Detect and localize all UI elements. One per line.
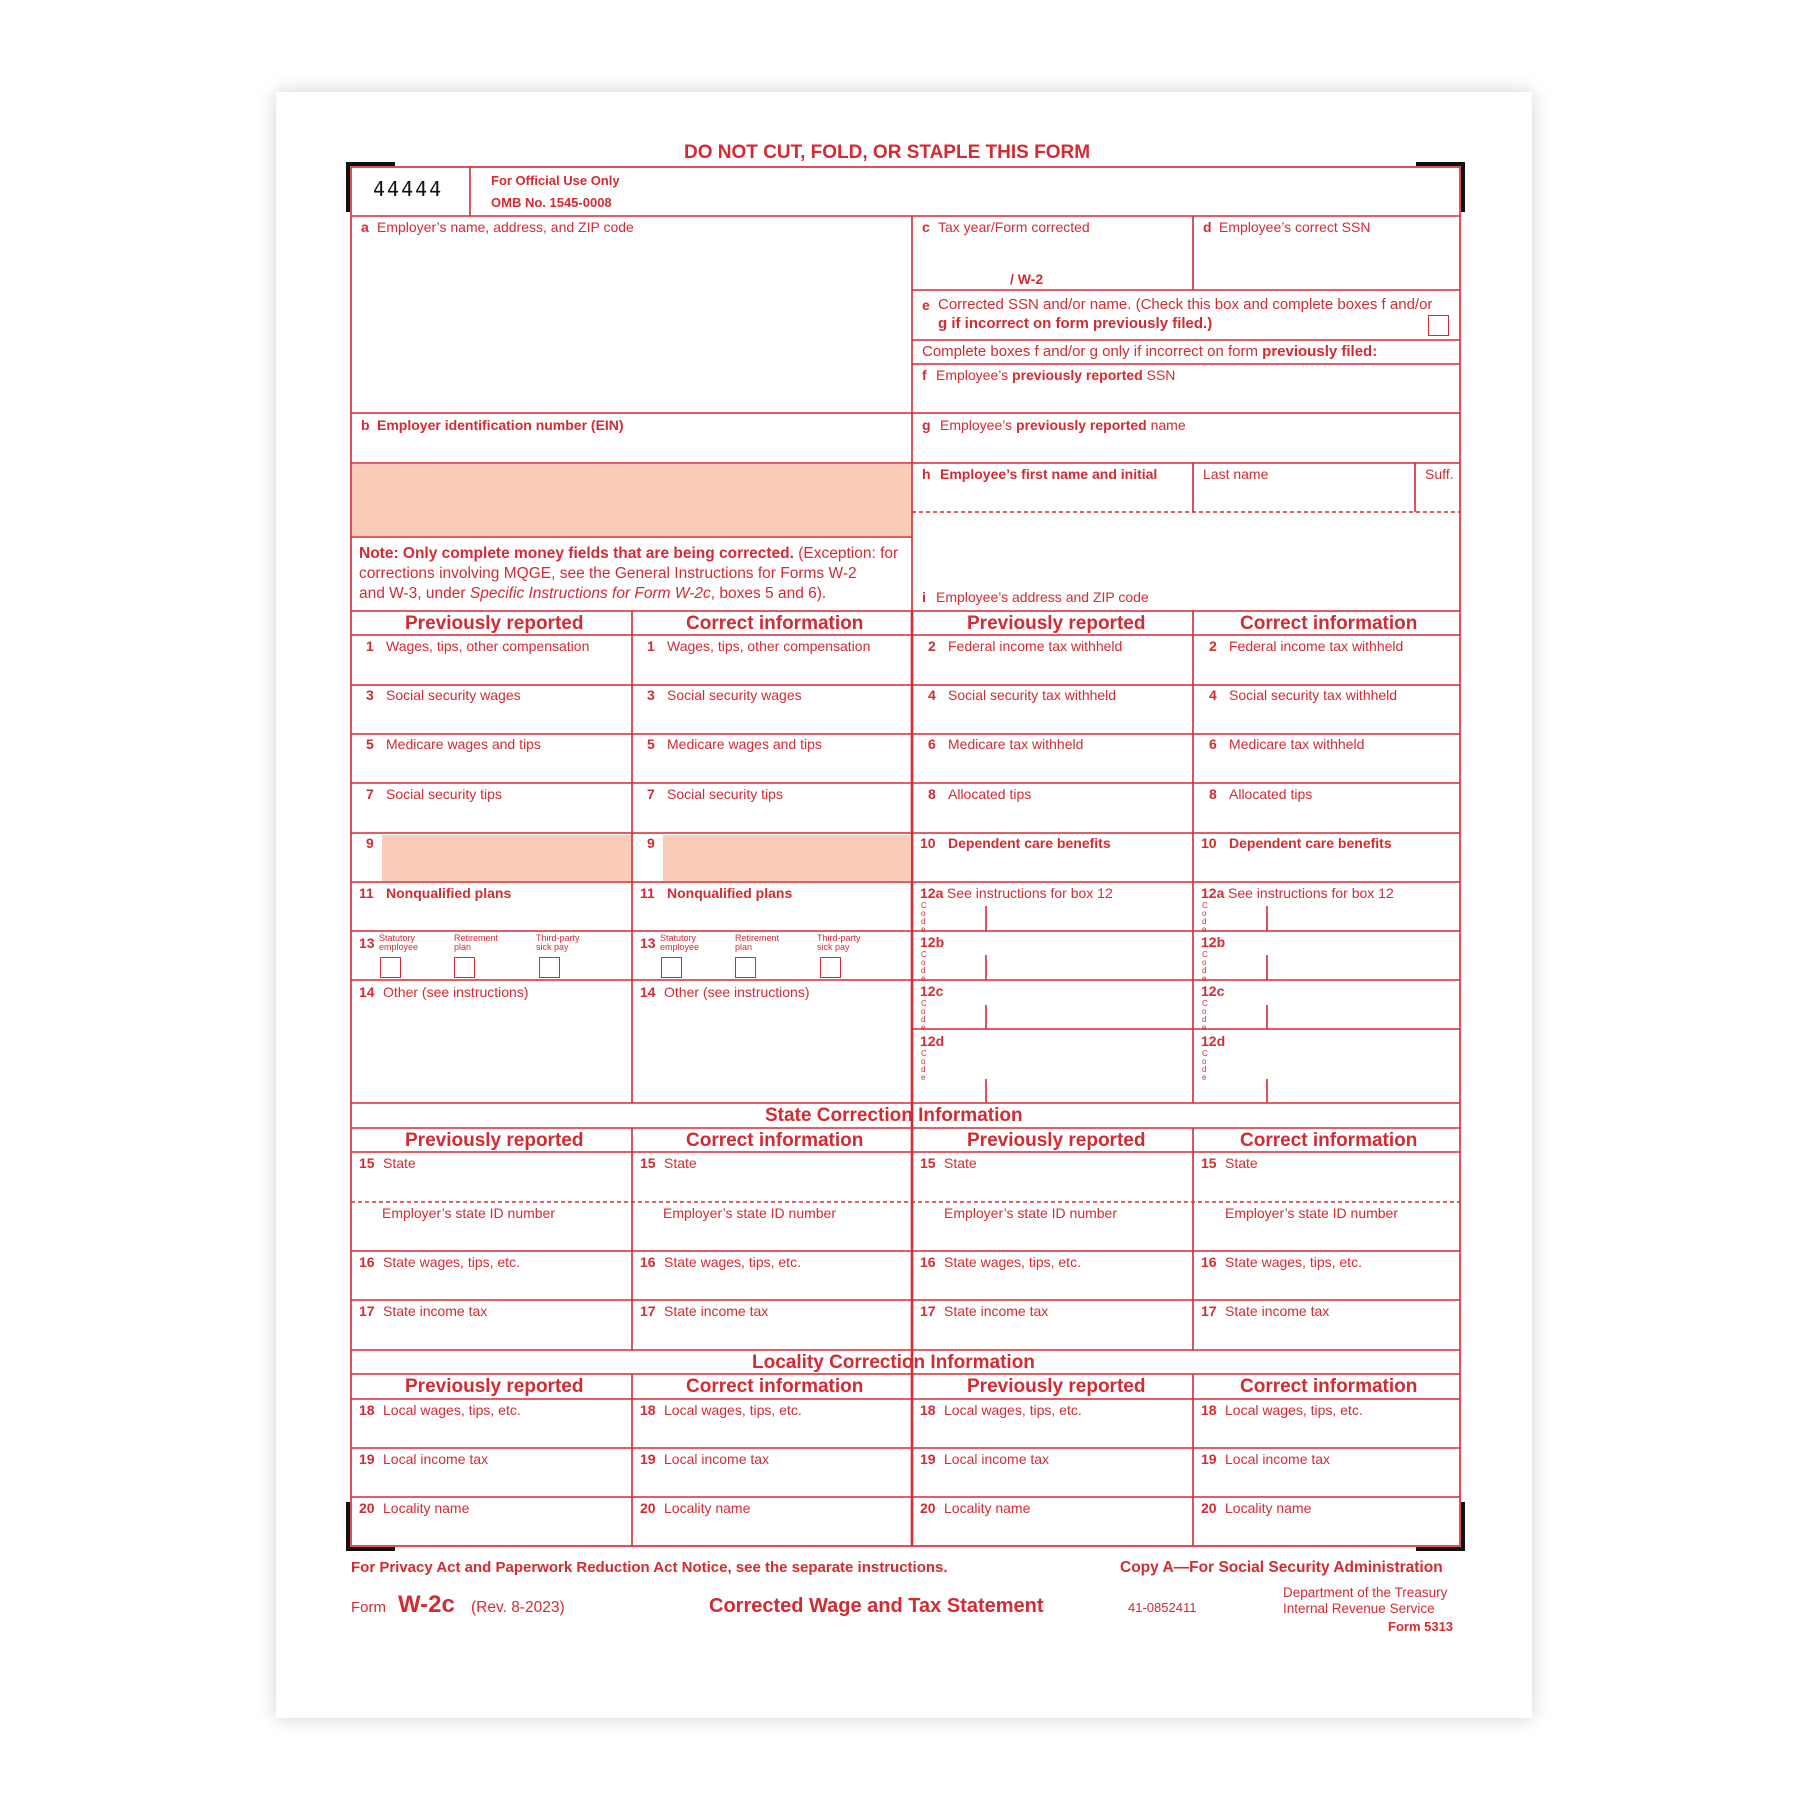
note-line-3: and W-3, under Specific Instructions for Form W-2c, boxes 5 and 6). — [359, 585, 827, 602]
box-15-num-c2: 15 — [640, 1155, 656, 1171]
box-5-label-prev[interactable]: Medicare wages and tips — [386, 736, 541, 752]
locality-prev-header-2: Previously reported — [967, 1376, 1146, 1397]
box9-shade-corr — [663, 835, 911, 881]
box-18-num-c4: 18 — [1201, 1402, 1217, 1418]
box-12a-code-corr: Code — [1202, 901, 1208, 934]
retirement-checkbox-corr[interactable] — [735, 957, 756, 978]
box-18-num-c2: 18 — [640, 1402, 656, 1418]
box-d-letter: d — [1203, 219, 1212, 235]
box-20-num-c3: 20 — [920, 1500, 936, 1516]
box-f-label[interactable]: Employee’s previously reported SSN — [936, 367, 1176, 383]
money-corr-header-1: Correct information — [686, 613, 864, 634]
box-5-num-prev: 5 — [366, 736, 374, 752]
box-18-label-c2[interactable]: Local wages, tips, etc. — [664, 1402, 802, 1418]
retirement-label-corr: Retirement plan — [735, 933, 780, 952]
box-6-label-corr[interactable]: Medicare tax withheld — [1229, 736, 1365, 752]
note-line-2: corrections involving MQGE, see the General Instructions for Forms W-2 — [359, 565, 857, 582]
box-8-label-corr[interactable]: Allocated tips — [1229, 786, 1313, 802]
box-5-num-corr: 5 — [647, 736, 655, 752]
form-revision: (Rev. 8-2023) — [471, 1599, 565, 1616]
box-16-num-c3: 16 — [920, 1254, 936, 1270]
box-11-num-corr: 11 — [640, 885, 655, 901]
box-1-label-corr[interactable]: Wages, tips, other compensation — [667, 638, 871, 654]
box-17-label-c4[interactable]: State income tax — [1225, 1303, 1330, 1319]
thirdparty-label-prev: Third-party sick pay — [536, 933, 580, 952]
note-line-1: Note: Only complete money fields that are being corrected. (Exception: for — [359, 545, 899, 562]
box-19-num-c2: 19 — [640, 1451, 656, 1467]
box-20-label-c4[interactable]: Locality name — [1225, 1500, 1312, 1516]
state-id-label-c1[interactable]: Employer’s state ID number — [382, 1205, 555, 1221]
box-12c-num-corr: 12c — [1201, 983, 1225, 999]
box-8-num-corr: 8 — [1209, 786, 1217, 802]
box-4-num-corr: 4 — [1209, 687, 1217, 703]
box-i-letter: i — [922, 589, 926, 605]
state-section-title: State Correction Information — [765, 1105, 1023, 1126]
box-14-num-prev: 14 — [359, 984, 375, 1000]
locality-corr-header-1: Correct information — [686, 1376, 864, 1397]
box-7-label-corr[interactable]: Social security tips — [667, 786, 783, 802]
box-20-label-c1[interactable]: Locality name — [383, 1500, 470, 1516]
ein-shade — [352, 464, 911, 536]
box-3-num-corr: 3 — [647, 687, 655, 703]
thirdparty-label-corr: Third-party sick pay — [817, 933, 861, 952]
state-id-label-c3[interactable]: Employer’s state ID number — [944, 1205, 1117, 1221]
box-12d-num-prev: 12d — [920, 1033, 945, 1049]
box-14-label-prev[interactable]: Other (see instructions) — [383, 984, 529, 1000]
box-8-label-prev[interactable]: Allocated tips — [948, 786, 1032, 802]
money-prev-header-1: Previously reported — [405, 613, 584, 634]
box-12d-num-corr: 12d — [1201, 1033, 1226, 1049]
box-20-num-c1: 20 — [359, 1500, 375, 1516]
box-6-num-corr: 6 — [1209, 736, 1217, 752]
state-prev-header-1: Previously reported — [405, 1130, 584, 1151]
box-e-letter: e — [922, 297, 930, 313]
box-11-label-corr[interactable]: Nonqualified plans — [667, 885, 793, 901]
box-g-letter: g — [922, 417, 931, 433]
statutory-checkbox-prev[interactable] — [380, 957, 401, 978]
statutory-label-corr: Statutory employee — [660, 933, 700, 952]
box-12d-code-prev: Code — [921, 1049, 927, 1082]
retirement-label-prev: Retirement plan — [454, 933, 499, 952]
box-3-num-prev: 3 — [366, 687, 374, 703]
box-12b-code-prev: Code — [921, 950, 927, 983]
box-c-letter: c — [922, 219, 930, 235]
box-18-num-c3: 18 — [920, 1402, 936, 1418]
box-15-num-c4: 15 — [1201, 1155, 1217, 1171]
locality-corr-header-2: Correct information — [1240, 1376, 1418, 1397]
department-line-2: Internal Revenue Service — [1283, 1601, 1435, 1616]
state-corr-header-1: Correct information — [686, 1130, 864, 1151]
box-12b-num-corr: 12b — [1201, 934, 1226, 950]
box-3-label-prev[interactable]: Social security wages — [386, 687, 521, 703]
box-4-label-prev[interactable]: Social security tax withheld — [948, 687, 1117, 703]
box-12a-num-corr: 12a — [1201, 885, 1225, 901]
box-h-label[interactable]: Employee’s first name and initial — [940, 466, 1158, 482]
do-not-cut-warning: DO NOT CUT, FOLD, OR STAPLE THIS FORM — [684, 142, 1091, 163]
statutory-checkbox-corr[interactable] — [661, 957, 682, 978]
box-20-num-c4: 20 — [1201, 1500, 1217, 1516]
box-18-label-c3[interactable]: Local wages, tips, etc. — [944, 1402, 1082, 1418]
form-name: W-2c — [398, 1591, 455, 1618]
box-16-num-c1: 16 — [359, 1254, 375, 1270]
thirdparty-checkbox-prev[interactable] — [539, 957, 560, 978]
form-number: Form 5313 — [1388, 1619, 1454, 1634]
last-name-label[interactable]: Last name — [1203, 466, 1269, 482]
box-15-label-c2[interactable]: State — [664, 1155, 697, 1171]
box-10-label-prev[interactable]: Dependent care benefits — [948, 835, 1111, 851]
box-19-num-c3: 19 — [920, 1451, 936, 1467]
retirement-checkbox-prev[interactable] — [454, 957, 475, 978]
box-19-num-c4: 19 — [1201, 1451, 1217, 1467]
box-7-num-prev: 7 — [366, 786, 374, 802]
box-17-num-c2: 17 — [640, 1303, 656, 1319]
box-6-label-prev[interactable]: Medicare tax withheld — [948, 736, 1084, 752]
box-19-label-c4[interactable]: Local income tax — [1225, 1451, 1331, 1467]
locality-section-title: Locality Correction Information — [752, 1352, 1035, 1373]
box-15-num-c1: 15 — [359, 1155, 375, 1171]
box-2-label-corr[interactable]: Federal income tax withheld — [1229, 638, 1404, 654]
box-12a-label-prev[interactable]: See instructions for box 12 — [947, 885, 1113, 901]
box-15-num-c3: 15 — [920, 1155, 936, 1171]
box-4-num-prev: 4 — [928, 687, 936, 703]
box-12a-label-corr[interactable]: See instructions for box 12 — [1228, 885, 1394, 901]
box-12b-code-corr: Code — [1202, 950, 1208, 983]
box-f-letter: f — [922, 367, 927, 383]
corrected-ssn-checkbox[interactable] — [1428, 315, 1449, 336]
privacy-notice: For Privacy Act and Paperwork Reduction Act Notice, see the separate instructions. — [351, 1559, 948, 1576]
box-e-line2: g if incorrect on form previously filed.) — [938, 315, 1213, 332]
box-d-label[interactable]: Employee’s correct SSN — [1219, 219, 1371, 235]
box-13-num-corr: 13 — [640, 935, 656, 951]
box-12a-num-prev: 12a — [920, 885, 944, 901]
catalog-number: 41-0852411 — [1128, 1600, 1197, 1615]
department-line-1: Department of the Treasury — [1283, 1585, 1448, 1600]
omb-number: OMB No. 1545-0008 — [491, 195, 612, 210]
box-12c-code-corr: Code — [1202, 999, 1208, 1032]
state-corr-header-2: Correct information — [1240, 1130, 1418, 1151]
box-10-num-corr: 10 — [1201, 835, 1217, 851]
state-id-label-c2[interactable]: Employer’s state ID number — [663, 1205, 836, 1221]
box-a-label[interactable]: Employer’s name, address, and ZIP code — [377, 219, 634, 235]
box-8-num-prev: 8 — [928, 786, 936, 802]
box9-shade-prev — [382, 835, 631, 881]
box-9-num-prev: 9 — [366, 835, 374, 851]
box-c-label[interactable]: Tax year/Form corrected — [938, 219, 1090, 235]
box-15-label-c1[interactable]: State — [383, 1155, 416, 1171]
money-corr-header-2: Correct information — [1240, 613, 1418, 634]
box-14-num-corr: 14 — [640, 984, 656, 1000]
box-1-num-corr: 1 — [647, 638, 655, 654]
box-1-label-prev[interactable]: Wages, tips, other compensation — [386, 638, 590, 654]
copy-a-label: Copy A—For Social Security Administration — [1120, 1559, 1443, 1576]
box-2-label-prev[interactable]: Federal income tax withheld — [948, 638, 1123, 654]
box-6-num-prev: 6 — [928, 736, 936, 752]
box-17-label-c3[interactable]: State income tax — [944, 1303, 1049, 1319]
box-16-label-c2[interactable]: State wages, tips, etc. — [664, 1254, 801, 1270]
box-17-label-c1[interactable]: State income tax — [383, 1303, 488, 1319]
complete-boxes-note: Complete boxes f and/or g only if incorrect on form previously filed: — [922, 343, 1378, 360]
box-19-label-c3[interactable]: Local income tax — [944, 1451, 1050, 1467]
box-20-label-c2[interactable]: Locality name — [664, 1500, 751, 1516]
box-14-label-corr[interactable]: Other (see instructions) — [664, 984, 810, 1000]
box-h-letter: h — [922, 466, 931, 482]
box-12c-code-prev: Code — [921, 999, 927, 1032]
box-b-letter: b — [361, 417, 370, 433]
box-18-label-c4[interactable]: Local wages, tips, etc. — [1225, 1402, 1363, 1418]
box-20-num-c2: 20 — [640, 1500, 656, 1516]
box-3-label-corr[interactable]: Social security wages — [667, 687, 802, 703]
box-g-label[interactable]: Employee’s previously reported name — [940, 417, 1186, 433]
box-13-num-prev: 13 — [359, 935, 375, 951]
state-id-label-c4[interactable]: Employer’s state ID number — [1225, 1205, 1398, 1221]
box-i-label[interactable]: Employee’s address and ZIP code — [936, 589, 1149, 605]
box-1-num-prev: 1 — [366, 638, 374, 654]
suffix-label[interactable]: Suff. — [1425, 466, 1454, 482]
box-16-label-c4[interactable]: State wages, tips, etc. — [1225, 1254, 1362, 1270]
box-e-line1: Corrected SSN and/or name. (Check this box and complete boxes f and/or — [938, 296, 1433, 313]
form-title: Corrected Wage and Tax Statement — [709, 1595, 1044, 1617]
box-15-label-c4[interactable]: State — [1225, 1155, 1258, 1171]
statutory-label-prev: Statutory employee — [379, 933, 419, 952]
box-19-label-c2[interactable]: Local income tax — [664, 1451, 770, 1467]
box-a-letter: a — [361, 219, 369, 235]
box-17-num-c4: 17 — [1201, 1303, 1217, 1319]
void-code: 44444 — [373, 177, 444, 201]
box-20-label-c3[interactable]: Locality name — [944, 1500, 1031, 1516]
locality-prev-header-1: Previously reported — [405, 1376, 584, 1397]
box-16-label-c3[interactable]: State wages, tips, etc. — [944, 1254, 1081, 1270]
box-c-form: / W-2 — [1010, 271, 1044, 287]
official-use-label: For Official Use Only — [491, 173, 620, 188]
box-4-label-corr[interactable]: Social security tax withheld — [1229, 687, 1398, 703]
box-9-num-corr: 9 — [647, 835, 655, 851]
box-17-label-c2[interactable]: State income tax — [664, 1303, 769, 1319]
box-16-num-c2: 16 — [640, 1254, 656, 1270]
box-11-num-prev: 11 — [359, 885, 374, 901]
box-7-label-prev[interactable]: Social security tips — [386, 786, 502, 802]
thirdparty-checkbox-corr[interactable] — [820, 957, 841, 978]
box-12d-code-corr: Code — [1202, 1049, 1208, 1082]
form-word: Form — [351, 1599, 386, 1616]
box-11-label-prev[interactable]: Nonqualified plans — [386, 885, 512, 901]
money-prev-header-2: Previously reported — [967, 613, 1146, 634]
box-10-label-corr[interactable]: Dependent care benefits — [1229, 835, 1392, 851]
box-19-label-c1[interactable]: Local income tax — [383, 1451, 489, 1467]
box-18-label-c1[interactable]: Local wages, tips, etc. — [383, 1402, 521, 1418]
box-12b-num-prev: 12b — [920, 934, 945, 950]
box-2-num-corr: 2 — [1209, 638, 1217, 654]
box-12c-num-prev: 12c — [920, 983, 944, 999]
box-10-num-prev: 10 — [920, 835, 936, 851]
box-18-num-c1: 18 — [359, 1402, 375, 1418]
box-b-label[interactable]: Employer identification number (EIN) — [377, 417, 624, 433]
box-7-num-corr: 7 — [647, 786, 655, 802]
box-5-label-corr[interactable]: Medicare wages and tips — [667, 736, 822, 752]
box-16-label-c1[interactable]: State wages, tips, etc. — [383, 1254, 520, 1270]
box-19-num-c1: 19 — [359, 1451, 375, 1467]
box-17-num-c3: 17 — [920, 1303, 936, 1319]
state-prev-header-2: Previously reported — [967, 1130, 1146, 1151]
box-17-num-c1: 17 — [359, 1303, 375, 1319]
box-12a-code-prev: Code — [921, 901, 927, 934]
box-15-label-c3[interactable]: State — [944, 1155, 977, 1171]
box-2-num-prev: 2 — [928, 638, 936, 654]
box-16-num-c4: 16 — [1201, 1254, 1217, 1270]
